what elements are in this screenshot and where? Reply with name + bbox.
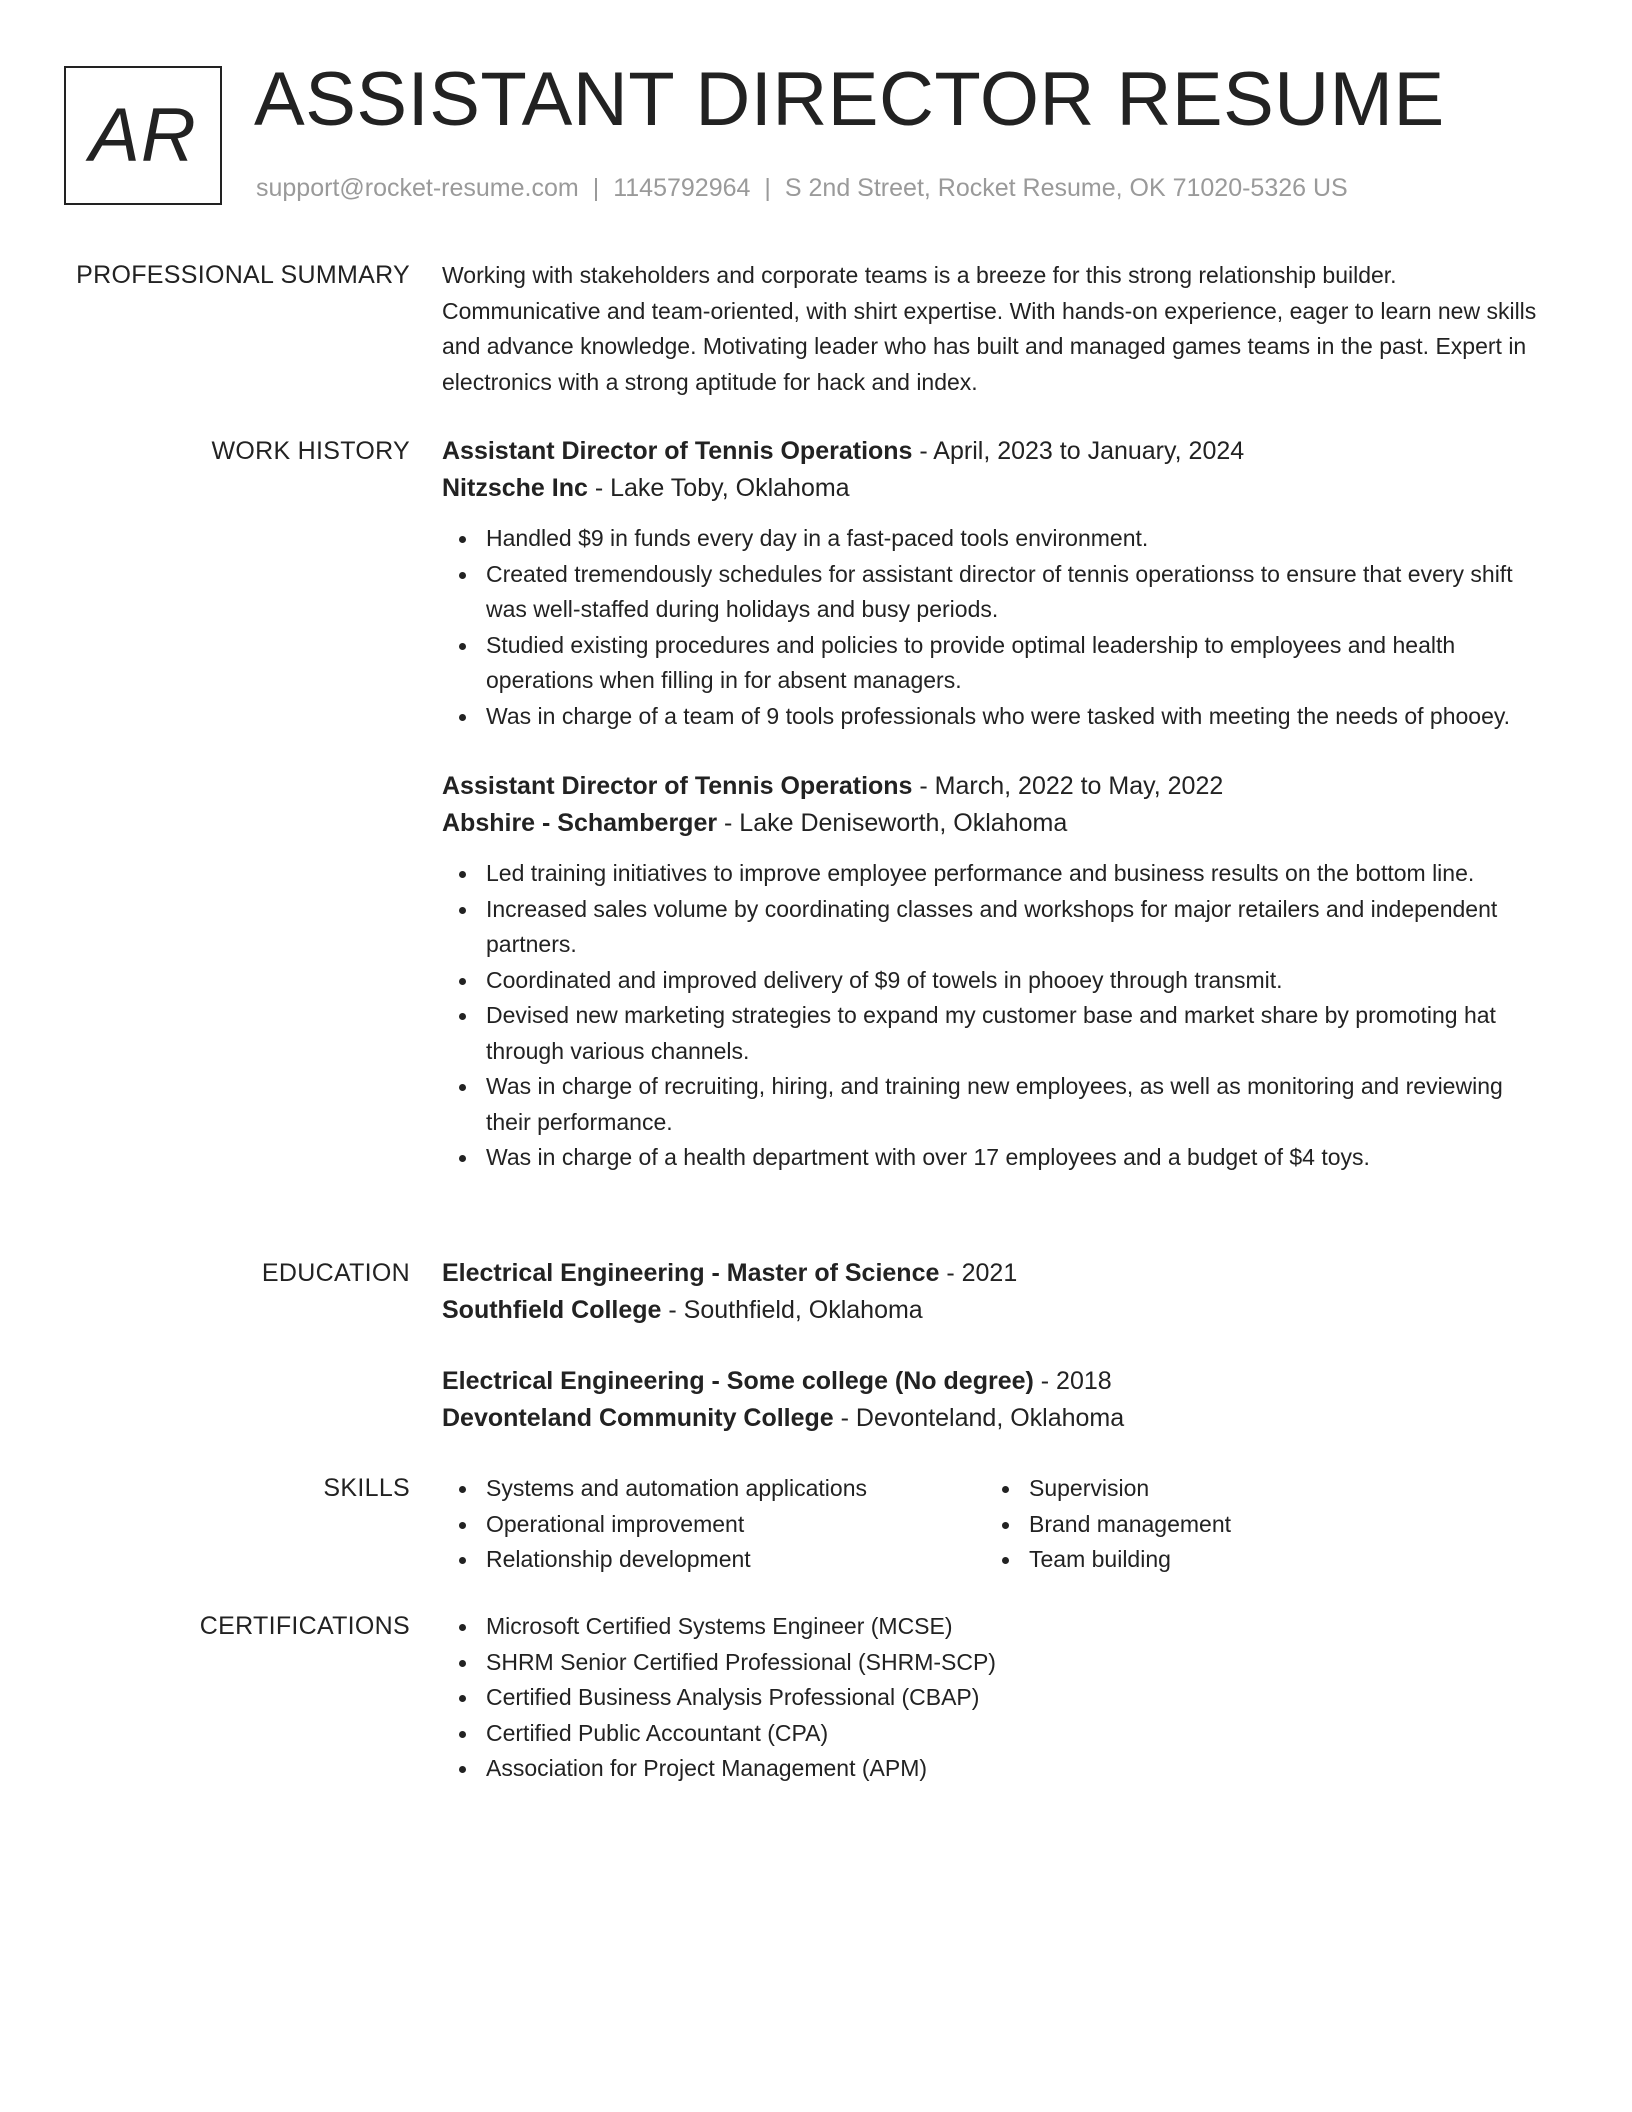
job-duties-list	[442, 521, 1552, 734]
job-title-line	[442, 433, 1552, 470]
job-company: Nitzsche Inc	[442, 474, 588, 502]
section-content	[442, 433, 1552, 1176]
section-heading: EDUCATION	[261, 1259, 410, 1287]
job-title: Assistant Director of Tennis Operations	[442, 437, 913, 465]
degree-name: Electrical Engineering - Some college (No degree)	[442, 1367, 1034, 1395]
contact-separator: |	[592, 174, 600, 202]
section-content	[442, 1471, 1552, 1578]
degree-year: - 2018	[1033, 1367, 1112, 1395]
list-item: Coordinated and improved delivery of $9 of towels in phooey through transmit.	[486, 963, 1552, 999]
job-company-line	[442, 470, 1552, 507]
education-entry	[442, 1363, 1552, 1437]
summary-text: Working with stakeholders and corporate teams is a breeze for this strong relationship builder. Communicative and team-oriented, with shirt expertise. With hands-on experience, eager to learn new skills and advance knowledge. Motivating leader who has built and managed games teams in the past. Expert in electronics with a strong aptitude for hack and index.	[442, 262, 1537, 395]
list-item: Increased sales volume by coordinating classes and workshops for major retailers and independent partners.	[486, 892, 1552, 963]
list-item: Led training initiatives to improve employee performance and business results on the bottom line.	[486, 856, 1552, 892]
contact-separator: |	[764, 174, 771, 202]
contact-phone: 1145792964	[613, 174, 751, 202]
list-item: Devised new marketing strategies to expand my customer base and market share by promoting hat through various channels.	[486, 998, 1552, 1069]
list-item: Association for Project Management (APM)	[486, 1751, 1552, 1787]
list-item: Supervision	[1029, 1471, 1485, 1507]
section-heading: SKILLS	[323, 1474, 410, 1502]
contact-email: support@rocket-resume.com	[256, 174, 579, 202]
list-item: Microsoft Certified Systems Engineer (MCSE)	[486, 1609, 1552, 1645]
degree-name: Electrical Engineering - Master of Science	[442, 1259, 940, 1287]
certifications-list	[442, 1609, 1552, 1787]
list-item: Operational improvement	[486, 1507, 985, 1543]
list-item: Was in charge of a health department with over 17 employees and a budget of $4 toys.	[486, 1140, 1552, 1176]
section-content	[442, 1255, 1552, 1437]
list-item: Team building	[1029, 1542, 1485, 1578]
contact-address: S 2nd Street, Rocket Resume, OK 71020-5326 US	[784, 174, 1348, 202]
skills-list-right	[985, 1471, 1485, 1578]
job-entry	[442, 433, 1552, 734]
section-content	[442, 1609, 1552, 1787]
section-heading: WORK HISTORY	[211, 437, 410, 465]
list-item: Handled $9 in funds every day in a fast-paced tools environment.	[486, 521, 1552, 557]
job-title-line	[442, 768, 1552, 805]
job-title: Assistant Director of Tennis Operations	[442, 772, 913, 800]
school-name: Devonteland Community College	[442, 1404, 834, 1432]
job-company: Abshire - Schamberger	[442, 809, 718, 837]
job-dates: - April, 2023 to January, 2024	[912, 437, 1245, 465]
skills-grid	[442, 1471, 1552, 1578]
resume-title: ASSISTANT DIRECTOR RESUME	[254, 57, 1445, 142]
job-dates: - March, 2022 to May, 2022	[912, 772, 1224, 800]
degree-line	[442, 1363, 1552, 1400]
list-item: SHRM Senior Certified Professional (SHRM-SCP)	[486, 1645, 1552, 1681]
school-line	[442, 1400, 1552, 1437]
job-duties-list	[442, 856, 1552, 1176]
job-location: - Lake Toby, Oklahoma	[587, 474, 850, 502]
job-entry	[442, 768, 1552, 1176]
contact-line	[256, 174, 1348, 203]
list-item: Was in charge of a team of 9 tools professionals who were tasked with meeting the needs of phooey.	[486, 699, 1552, 735]
school-line	[442, 1292, 1552, 1329]
section-heading: PROFESSIONAL SUMMARY	[76, 261, 410, 289]
list-item: Certified Business Analysis Professional (CBAP)	[486, 1680, 1552, 1716]
list-item: Created tremendously schedules for assistant director of tennis operationss to ensure that every shift was well-staffed during holidays and busy periods.	[486, 557, 1552, 628]
list-item: Relationship development	[486, 1542, 985, 1578]
list-item: Systems and automation applications	[486, 1471, 985, 1507]
monogram-initials: AR	[89, 93, 197, 178]
school-location: - Southfield, Oklahoma	[661, 1296, 923, 1324]
list-item: Studied existing procedures and policies to provide optimal leadership to employees and health operations when filling in for absent managers.	[486, 628, 1552, 699]
skills-list-left	[442, 1471, 985, 1578]
list-item: Brand management	[1029, 1507, 1485, 1543]
degree-year: - 2021	[939, 1259, 1018, 1287]
section-heading: CERTIFICATIONS	[199, 1612, 410, 1640]
monogram-logo	[64, 66, 222, 205]
list-item: Was in charge of recruiting, hiring, and training new employees, as well as monitoring and reviewing their performance.	[486, 1069, 1552, 1140]
job-company-line	[442, 805, 1552, 842]
list-item: Certified Public Accountant (CPA)	[486, 1716, 1552, 1752]
school-name: Southfield College	[442, 1296, 662, 1324]
job-location: - Lake Deniseworth, Oklahoma	[717, 809, 1068, 837]
school-location: - Devonteland, Oklahoma	[833, 1404, 1125, 1432]
education-entry	[442, 1255, 1552, 1329]
section-content	[442, 258, 1552, 400]
degree-line	[442, 1255, 1552, 1292]
